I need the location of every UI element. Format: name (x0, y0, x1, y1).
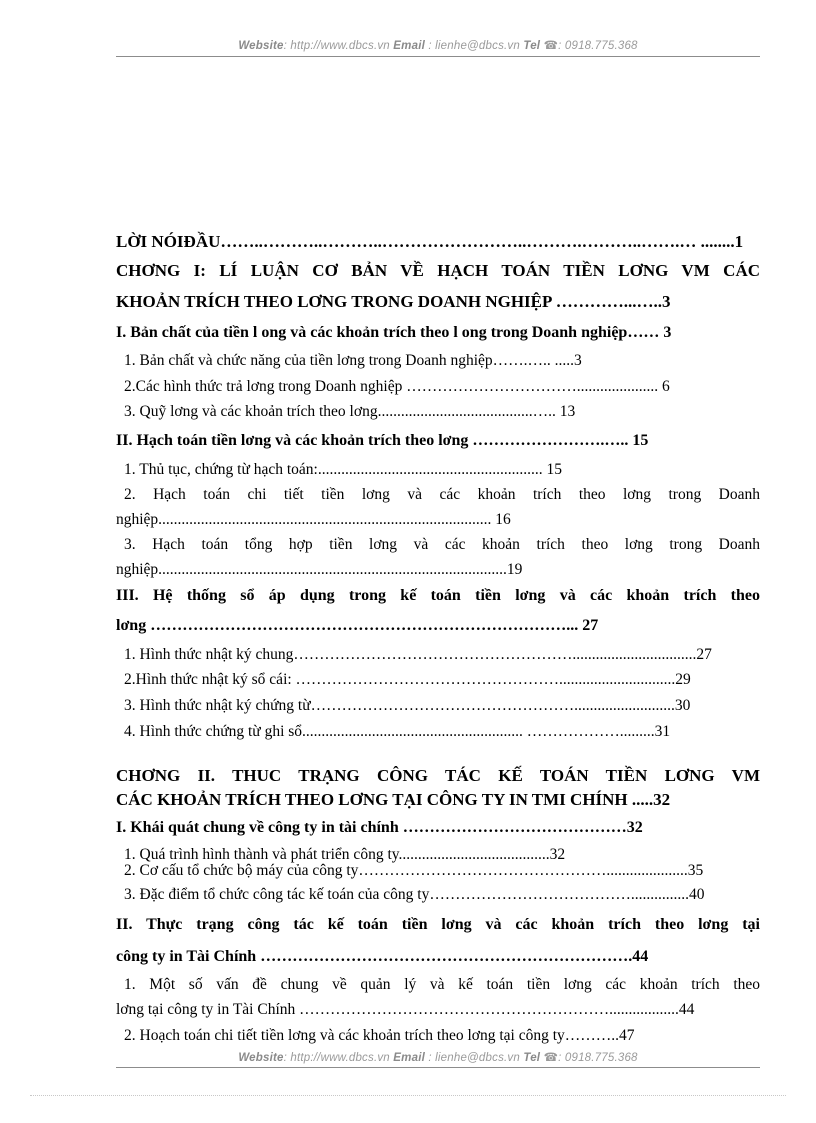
header-email-value: : lienhe@dbcs.vn (424, 40, 520, 52)
toc-entry-2-1-2: 2. Cơ cấu tổ chức bộ máy của công ty………………………………………….....................35 (124, 862, 704, 879)
toc-entry-section-2-1: I. Khái quát chung về công ty in tài chính ……………………………………32 (116, 819, 643, 836)
toc-entry-2-2-1-line-1: 1. Một số vấn đề chung về quản lý và kế toán tiền lơng các khoản trích theo (124, 976, 760, 993)
header-tel-label: Tel (523, 40, 541, 52)
footer-email-label: Email (393, 1052, 425, 1064)
toc-entry-section-1-2: II. Hạch toán tiền lơng và các khoản trích theo lơng …………………….….. 15 (116, 432, 649, 449)
toc-entry-1-3-4: 4. Hình thức chứng từ ghi sổ......................................................... ……………….........31 (124, 723, 671, 740)
toc-entry-preface: LỜI NÓIĐẦU……..………..………..……………………..……….………..…….… ........1 (116, 232, 744, 251)
toc-entry-chapter-1-line-2: KHOẢN TRÍCH THEO LƠNG TRONG DOANH NGHIỆP …………...…..3 (116, 292, 671, 311)
toc-entry-1-3-2: 2.Hình thức nhật ký sổ cái: ……………………………………………..............................29 (124, 671, 691, 688)
toc-entry-1-2-2-line-2: nghiệp...................................................................................... 16 (116, 511, 511, 528)
toc-entry-1-1-3: 3. Quỹ lơng và các khoản trích theo lơng........................................….. 13 (124, 403, 576, 420)
footer-email-value: : lienhe@dbcs.vn (424, 1052, 520, 1064)
toc-entry-section-1-3-line-1: III. Hệ thống sổ áp dụng trong kế toán tiền lơng và các khoản trích theo (116, 587, 760, 604)
toc-entry-1-2-2-line-1: 2. Hạch toán chi tiết tiền lơng và các khoản trích theo lơng trong Doanh (124, 486, 760, 503)
toc-entry-1-2-3-line-1: 3. Hạch toán tổng hợp tiền lơng và các khoản trích theo lơng trong Doanh (124, 536, 760, 553)
header-tel-value: ☎: 0918.775.368 (540, 40, 638, 52)
toc-entry-section-2-2-line-1: II. Thực trạng công tác kế toán tiền lơng và các khoản trích theo lơng tại (116, 916, 760, 933)
toc-entry-chapter-1-line-1: CHƠNG I: LÍ LUẬN CƠ BẢN VỀ HẠCH TOÁN TIỀN LƠNG VM CÁC (116, 261, 760, 280)
toc-entry-section-2-2-line-2: công ty in Tài Chính …………………………………………………………….44 (116, 948, 649, 965)
toc-entry-section-1-3-line-2: lơng ……………………………………………………………………... 27 (116, 617, 599, 634)
footer-tel-value: ☎: 0918.775.368 (540, 1052, 638, 1064)
toc-entry-2-1-3: 3. Đặc điểm tổ chức công tác kế toán của công ty…………………………………...............40 (124, 886, 705, 903)
toc-entry-chapter-2-line-1: CHƠNG II. THUC TRẠNG CÔNG TÁC KẾ TOÁN TIỀN LƠNG VM (116, 766, 760, 785)
toc-entry-section-1-1: I. Bản chất của tiền l ong và các khoản trích theo l ong trong Doanh nghiệp…… 3 (116, 324, 672, 341)
footer-tel-label: Tel (523, 1052, 541, 1064)
footer-website-label: Website (238, 1052, 284, 1064)
footer-divider (116, 1067, 760, 1068)
toc-entry-1-1-2: 2.Các hình thức trả lơng trong Doanh nghiệp ……………………………..................... 6 (124, 378, 670, 395)
table-of-contents (116, 228, 760, 1049)
page-footer (116, 1050, 760, 1064)
toc-entry-2-1-1: 1. Quá trình hình thành và phát triển công ty.......................................32 (124, 846, 566, 863)
toc-entry-1-3-3: 3. Hình thức nhật ký chứng từ……………………………………………..........................30 (124, 697, 691, 714)
footer-website-value: : http://www.dbcs.vn (283, 1052, 390, 1064)
toc-entry-1-3-1: 1. Hình thức nhật ký chung………………………………………………................................27 (124, 646, 712, 663)
page-bottom-edge (30, 1095, 786, 1096)
toc-entry-1-2-3-line-2: nghiệp..........................................................................................19 (116, 561, 523, 578)
header-divider (116, 56, 760, 57)
toc-entry-1-2-1: 1. Thủ tục, chứng từ hạch toán:.......................................................... 15 (124, 461, 562, 478)
spacer (116, 744, 760, 764)
toc-entry-2-2-1-line-2: lơng tại công ty in Tài Chính ……………………………………………………..................44 (116, 1001, 695, 1018)
header-website-label: Website (238, 40, 284, 52)
toc-entry-chapter-2-line-2: CÁC KHOẢN TRÍCH THEO LƠNG TẠI CÔNG TY IN TMI CHÍNH .....32 (116, 790, 671, 809)
toc-entry-2-2-2: 2. Hoạch toán chi tiết tiền lơng và các khoản trích theo lơng tại công ty………..47 (124, 1027, 635, 1044)
header-website-value: : http://www.dbcs.vn (283, 40, 390, 52)
header-email-label: Email (393, 40, 425, 52)
page-header (116, 38, 760, 52)
toc-entry-1-1-1: 1. Bản chất và chức năng của tiền lơng trong Doanh nghiệp…….….. .....3 (124, 352, 582, 369)
